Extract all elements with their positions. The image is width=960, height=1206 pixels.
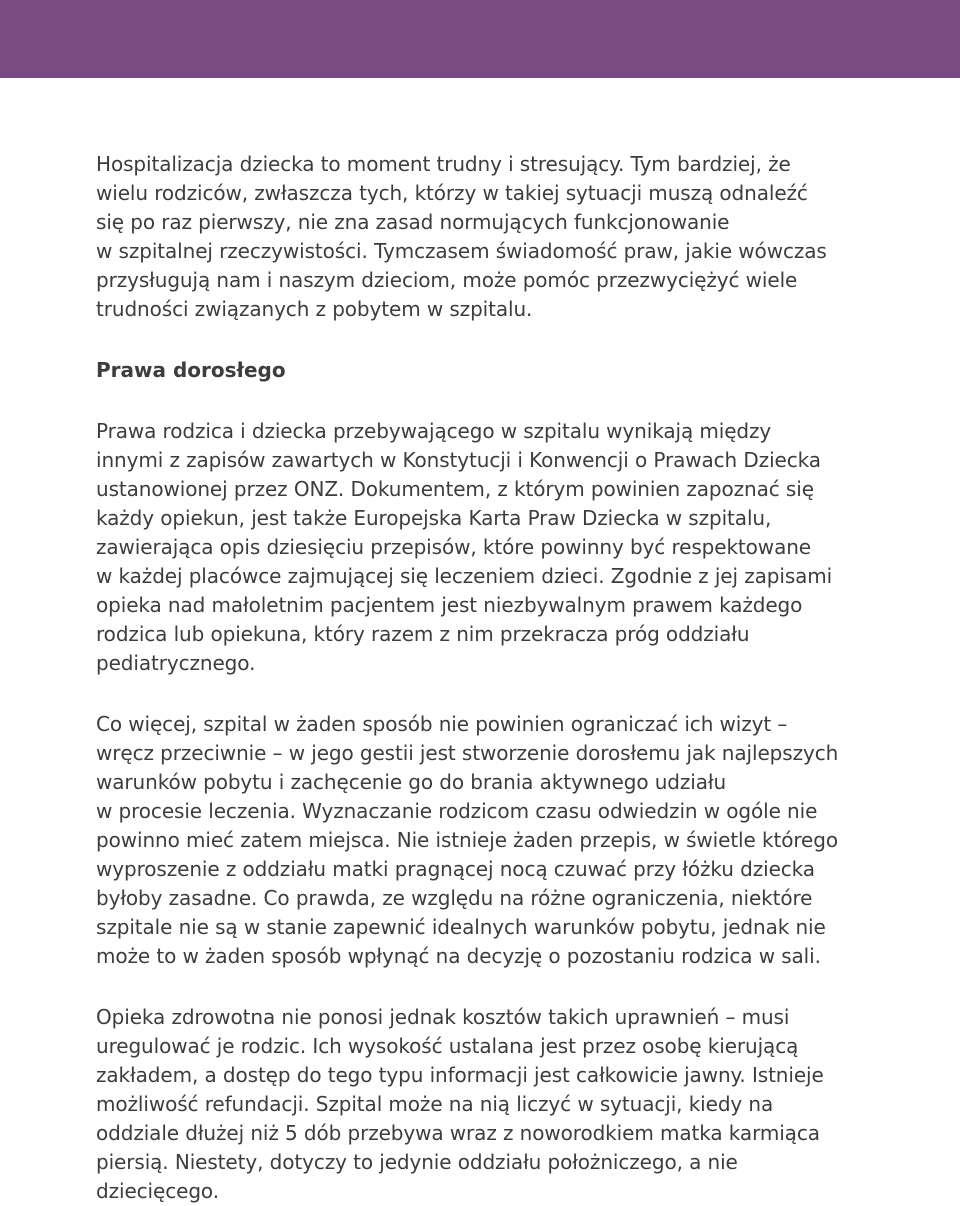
intro-paragraph: Hospitalizacja dziecka to moment trudny i stresujący. Tym bardziej, że wielu rodziców, zwłaszcza tych, którzy w takiej sytuacji muszą odnaleźć się po raz pierwszy, nie zna zasad normujących funkcjonowanie w szpitalnej rzeczywistości. Tymczasem świadomość praw, jakie wówczas przysługują nam i naszym dzieciom, może pomóc przezwyciężyć wiele trudności związanych z pobytem w szpitalu. [96,152,827,321]
article-body [96,150,886,1206]
body-paragraph-2: Co więcej, szpital w żaden sposób nie powinien ograniczać ich wizyt – wręcz przeciwnie – w jego gestii jest stworzenie dorosłemu jak najlepszych warunków pobytu i zachęcenie go do brania aktywnego udziału w procesie leczenia. Wyznaczanie rodzicom czasu odwiedzin w ogóle nie powinno mieć zatem miejsca. Nie istnieje żaden przepis, w świetle którego wyproszenie z oddziału matki pragnącej nocą czuwać przy łóżku dziecka byłoby zasadne. Co prawda, ze względu na różne ograniczenia, niektóre szpitale nie są w stanie zapewnić idealnych warunków pobytu, jednak nie może to w żaden sposób wpłynąć na decyzję o pozostaniu rodzica w sali. [96,712,839,968]
section-heading: Prawa dorosłego [96,358,286,382]
body-paragraph-1: Prawa rodzica i dziecka przebywającego w szpitalu wynikają między innymi z zapisów zawartych w Konstytucji i Konwencji o Prawach Dziecka ustanowionej przez ONZ. Dokumentem, z którym powinien zapoznać się każdy opiekun, jest także Europejska Karta Praw Dziecka w szpitalu, zawierająca opis dziesięciu przepisów, które powinny być respektowane w każdej placówce zajmującej się leczeniem dzieci. Zgodnie z jej zapisami opieka nad małoletnim pacjentem jest niezbywalnym prawem każdego rodzica lub opiekuna, który razem z nim przekracza próg oddziału pediatrycznego. [96,419,833,675]
header-band [0,0,960,78]
body-paragraph-3: Opieka zdrowotna nie ponosi jednak kosztów takich uprawnień – musi uregulować je rodzic. Ich wysokość ustalana jest przez osobę kierującą zakładem, a dostęp do tego typu informacji jest całkowicie jawny. Istnieje możliwość refundacji. Szpital może na nią liczyć w sytuacji, kiedy na oddziale dłużej niż 5 dób przebywa wraz z noworodkiem matka karmiąca piersią. Niestety, dotyczy to jedynie oddziału położniczego, a nie dziecięcego. [96,1005,824,1203]
